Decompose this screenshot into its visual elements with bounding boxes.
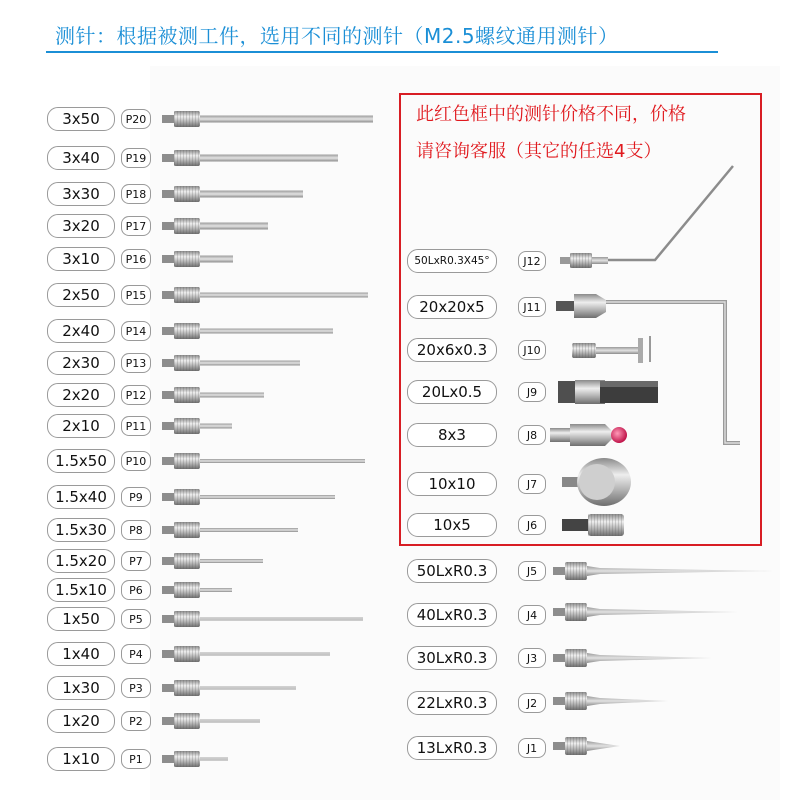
probe-code-badge: P4 — [121, 644, 151, 664]
probe-size-label: 1x30 — [47, 676, 115, 700]
probe-size-label: 2x30 — [47, 351, 115, 375]
probe-size-label: 20x6x0.3 — [407, 338, 497, 362]
tapered-probe-image — [553, 649, 712, 667]
probe-size-label: 22LxR0.3 — [407, 691, 497, 715]
probe-size-label: 1.5x50 — [47, 449, 115, 473]
probe-size-label: 1.5x10 — [47, 578, 115, 602]
probe-size-label: 3x50 — [47, 107, 115, 131]
probe-code-badge: P9 — [121, 487, 151, 507]
probe-image — [162, 751, 228, 767]
probe-image — [162, 387, 264, 403]
probe-size-label: 20Lx0.5 — [407, 380, 497, 404]
probe-code-badge: P1 — [121, 749, 151, 769]
probe-code-badge: P5 — [121, 609, 151, 629]
probe-code-badge: J8 — [518, 425, 546, 445]
probe-size-label: 2x20 — [47, 383, 115, 407]
page-title: 测针：根据被测工件，选用不同的测针（M2.5螺纹通用测针） — [55, 24, 619, 48]
probe-size-label: 10x10 — [407, 472, 497, 496]
probe-code-badge: J4 — [518, 605, 546, 625]
probe-size-label: 2x50 — [47, 283, 115, 307]
probe-size-label: 50LxR0.3 — [407, 559, 497, 583]
probe-image — [162, 680, 296, 696]
probe-image — [162, 287, 368, 303]
probe-j12-image — [560, 166, 733, 268]
probe-size-label: 1x50 — [47, 607, 115, 631]
probe-size-label: 1.5x20 — [47, 549, 115, 573]
probe-j8-image — [550, 424, 627, 446]
probe-size-label: 30LxR0.3 — [407, 646, 497, 670]
probe-code-badge: P18 — [121, 184, 151, 204]
probe-image — [162, 713, 260, 729]
probe-code-badge: P19 — [121, 148, 151, 168]
probe-size-label: 3x20 — [47, 214, 115, 238]
probe-code-badge: J5 — [518, 561, 546, 581]
probe-j9-image — [558, 380, 658, 404]
probe-code-badge: J10 — [518, 340, 546, 360]
probe-code-badge: P20 — [121, 109, 151, 129]
probe-image — [162, 646, 330, 662]
probe-code-badge: P7 — [121, 551, 151, 571]
probe-code-badge: P15 — [121, 285, 151, 305]
probe-code-badge: P11 — [121, 416, 151, 436]
probe-size-label: 1x10 — [47, 747, 115, 771]
probe-code-badge: P17 — [121, 216, 151, 236]
probe-size-label: 1x40 — [47, 642, 115, 666]
probe-size-label: 50LxR0.3X45° — [407, 249, 497, 273]
notice-line-1: 此红色框中的测针价格不同，价格 — [416, 104, 686, 125]
probe-code-badge: J12 — [518, 251, 546, 271]
probe-image — [162, 150, 338, 166]
probe-code-badge: P13 — [121, 353, 151, 373]
probe-size-label: 3x30 — [47, 182, 115, 206]
probe-code-badge: P3 — [121, 678, 151, 698]
probe-image — [162, 323, 333, 339]
tapered-probe-image — [553, 603, 738, 621]
probe-code-badge: P10 — [121, 451, 151, 471]
probe-code-badge: P2 — [121, 711, 151, 731]
probe-size-label: 3x40 — [47, 146, 115, 170]
probe-image — [162, 611, 363, 627]
probe-size-label: 1.5x40 — [47, 485, 115, 509]
probe-j11-image — [556, 294, 740, 443]
probe-image — [162, 553, 263, 569]
probe-j10-image — [572, 336, 650, 363]
probe-code-badge: J7 — [518, 474, 546, 494]
probe-image — [162, 522, 298, 538]
probe-size-label: 2x10 — [47, 414, 115, 438]
tapered-probe-image — [553, 692, 668, 710]
probe-image — [162, 251, 233, 267]
probe-code-badge: P12 — [121, 385, 151, 405]
probe-size-label: 8x3 — [407, 423, 497, 447]
probe-image — [162, 489, 335, 505]
probe-image — [162, 355, 300, 371]
probe-j6-image — [562, 514, 624, 536]
tapered-probe-image — [553, 562, 773, 580]
probe-code-badge: J6 — [518, 515, 546, 535]
tapered-probe-image — [553, 737, 620, 755]
probe-code-badge: J9 — [518, 382, 546, 402]
probe-code-badge: J1 — [518, 738, 546, 758]
probe-size-label: 20x20x5 — [407, 295, 497, 319]
probe-image — [162, 582, 232, 598]
probe-j7-image — [562, 458, 631, 506]
probe-code-badge: J3 — [518, 648, 546, 668]
probe-code-badge: P6 — [121, 580, 151, 600]
probe-code-badge: J2 — [518, 693, 546, 713]
probe-size-label: 1x20 — [47, 709, 115, 733]
probe-size-label: 1.5x30 — [47, 518, 115, 542]
probe-image — [162, 186, 303, 202]
probe-code-badge: P8 — [121, 520, 151, 540]
probe-image — [162, 418, 232, 434]
probe-image — [162, 111, 373, 127]
probe-image — [162, 218, 268, 234]
probe-code-badge: J11 — [518, 297, 546, 317]
probe-size-label: 40LxR0.3 — [407, 603, 497, 627]
notice-line-2: 请咨询客服（其它的任选4支） — [416, 141, 662, 162]
probe-image — [162, 453, 365, 469]
probe-code-badge: P14 — [121, 321, 151, 341]
probe-code-badge: P16 — [121, 249, 151, 269]
probe-size-label: 13LxR0.3 — [407, 736, 497, 760]
probe-size-label: 2x40 — [47, 319, 115, 343]
probe-size-label: 10x5 — [407, 513, 497, 537]
probe-size-label: 3x10 — [47, 247, 115, 271]
